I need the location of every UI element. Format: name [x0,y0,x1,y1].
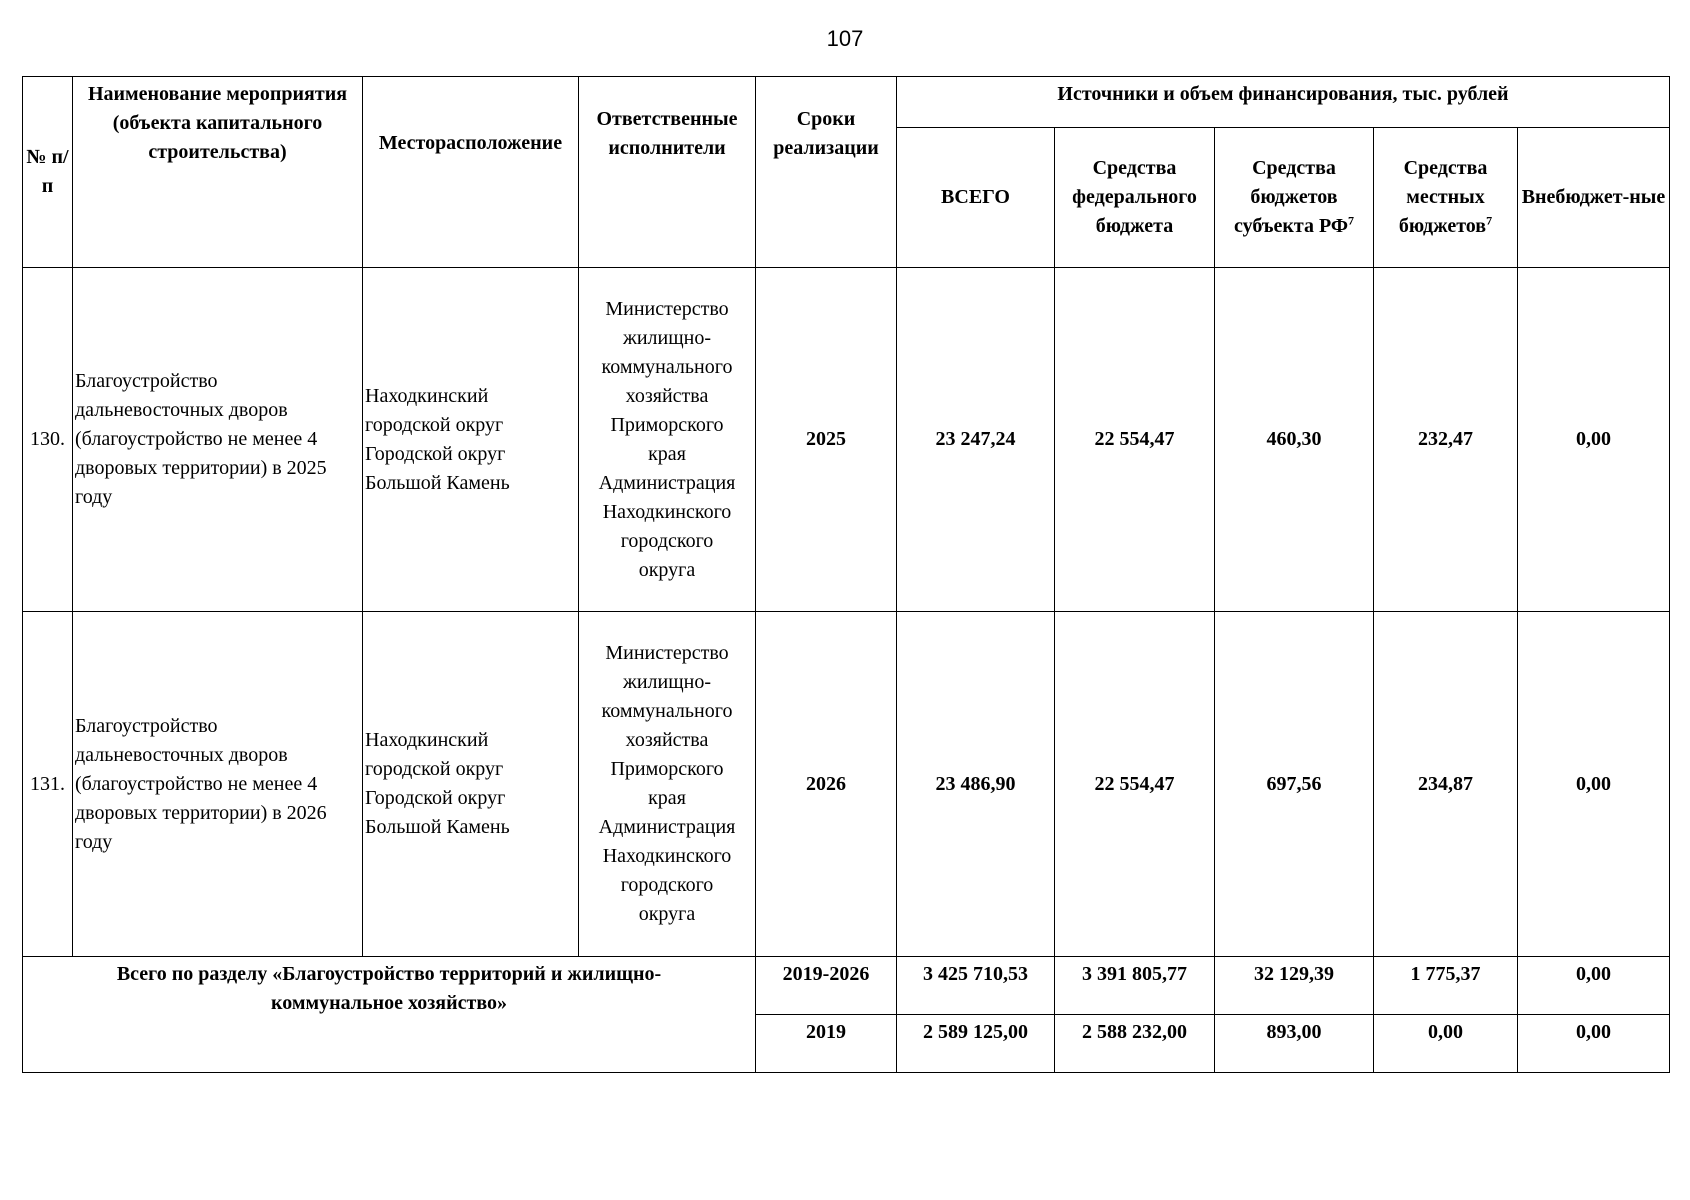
total-total: 2 589 125,00 [897,1015,1055,1073]
total-federal: 3 391 805,77 [1055,957,1215,1015]
header-subject-footnote: 7 [1348,213,1355,228]
total-local: 1 775,37 [1374,957,1518,1015]
row-num: 131. [23,612,73,957]
total-offbudget: 0,00 [1518,1015,1670,1073]
header-name: Наименование мероприятия (объекта капитального строительства) [73,77,363,268]
row-responsible: Министерство жилищно- коммунального хозяйства Приморского края Администрация Находкинского городского округа [579,268,756,612]
header-subject-text: Средства бюджетов субъекта РФ [1233,157,1349,237]
row-offbudget: 0,00 [1518,612,1670,957]
header-location: Месторасположение [363,77,579,268]
row-subject: 697,56 [1215,612,1374,957]
row-total: 23 247,24 [897,268,1055,612]
section-total-label: Всего по разделу «Благоустройство территорий и жилищно-коммунальное хозяйство» [23,957,756,1073]
row-location: Находкинский городской округ Городской округ Большой Камень [363,268,579,612]
table-row [23,612,1670,957]
table-row [23,268,1670,612]
header-total: ВСЕГО [897,128,1055,268]
header-local [1374,128,1518,268]
row-offbudget: 0,00 [1518,268,1670,612]
header-local-footnote: 7 [1486,213,1493,228]
row-subject: 460,30 [1215,268,1374,612]
header-sources-group: Источники и объем финансирования, тыс. рублей [897,77,1670,128]
total-local: 0,00 [1374,1015,1518,1073]
header-offbudget: Внебюджет-ные [1518,128,1670,268]
total-period: 2019-2026 [756,957,897,1015]
header-subject [1215,128,1374,268]
row-federal: 22 554,47 [1055,612,1215,957]
section-total-row [23,957,1670,1015]
total-subject: 893,00 [1215,1015,1374,1073]
row-period: 2026 [756,612,897,957]
row-total: 23 486,90 [897,612,1055,957]
header-federal: Средства федерального бюджета [1055,128,1215,268]
header-row-1 [23,77,1670,128]
financing-table [22,76,1670,1073]
header-num: № п/п [23,77,73,268]
header-local-text: Средства местных бюджетов [1398,157,1488,237]
row-local: 232,47 [1374,268,1518,612]
row-federal: 22 554,47 [1055,268,1215,612]
row-name: Благоустройство дальневосточных дворов (благоустройство не менее 4 дворовых территории) в 2026 году [73,612,363,957]
total-offbudget: 0,00 [1518,957,1670,1015]
page-number: 107 [826,26,864,51]
header-responsible: Ответственные исполнители [579,77,756,268]
total-total: 3 425 710,53 [897,957,1055,1015]
total-subject: 32 129,39 [1215,957,1374,1015]
row-local: 234,87 [1374,612,1518,957]
row-responsible: Министерство жилищно- коммунального хозяйства Приморского края Администрация Находкинского городского округа [579,612,756,957]
total-period: 2019 [756,1015,897,1073]
row-num: 130. [23,268,73,612]
total-federal: 2 588 232,00 [1055,1015,1215,1073]
row-location: Находкинский городской округ Городской округ Большой Камень [363,612,579,957]
row-name: Благоустройство дальневосточных дворов (благоустройство не менее 4 дворовых территории) в 2025 году [73,268,363,612]
header-period: Сроки реализации [756,77,897,268]
row-period: 2025 [756,268,897,612]
